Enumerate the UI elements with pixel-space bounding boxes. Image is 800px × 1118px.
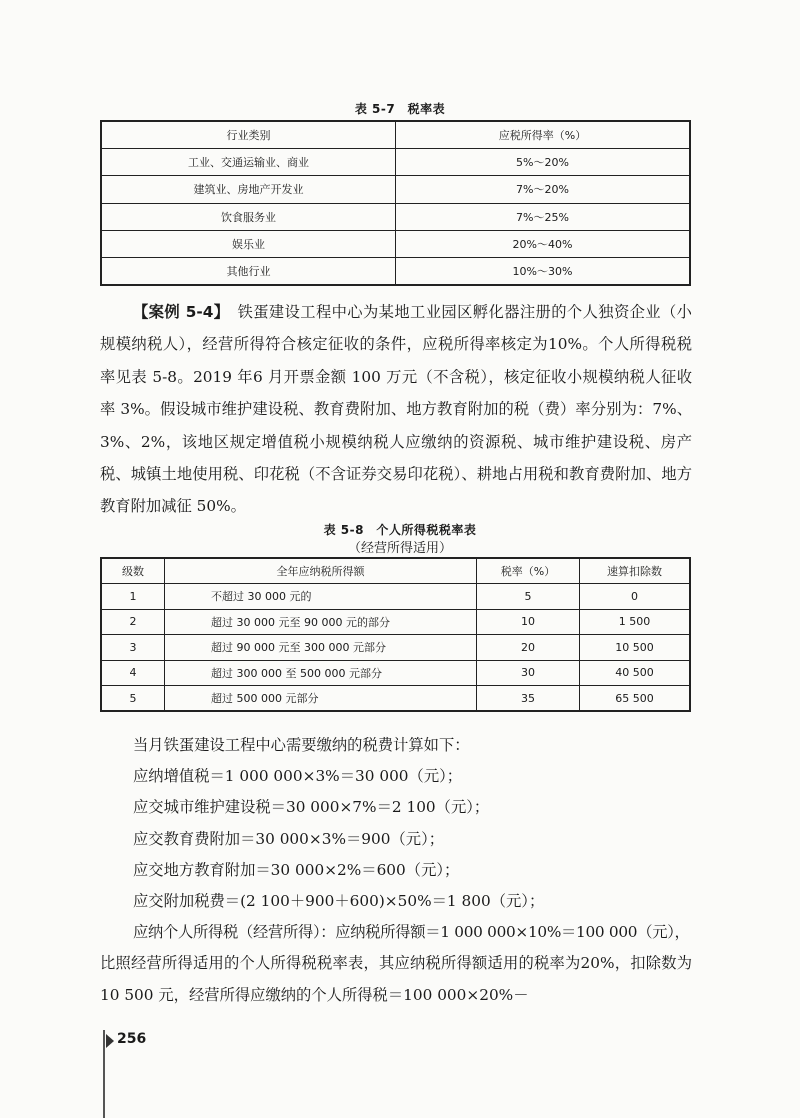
rate-cell: 35 [477, 686, 580, 712]
rate-cell: 7%～25% [396, 203, 691, 230]
deduction-cell: 0 [580, 584, 691, 610]
table-row [101, 258, 690, 285]
calculation-line-surcharge-total: 应交附加税费＝(2 100＋900＋600)×50%＝1 800（元）； [133, 892, 545, 911]
calculation-line-iit-first: 应纳个人所得税（经营所得）：应纳税所得额＝1 000 000×10%＝100 000（元）， [133, 923, 690, 942]
income-range-cell: 超过 90 000 元至 300 000 元部分 [165, 635, 477, 661]
column-header-deduction: 速算扣除数 [580, 558, 691, 584]
rate-cell: 10 [477, 609, 580, 635]
tax-rate-table [100, 120, 691, 286]
table-row [101, 148, 690, 175]
table-5-8-subtitle: （经营所得适用） [347, 541, 452, 556]
industry-cell: 建筑业、房地产开发业 [101, 176, 396, 203]
level-cell: 1 [101, 584, 165, 610]
table-row [101, 635, 690, 661]
level-cell: 3 [101, 635, 165, 661]
income-range-cell: 超过 500 000 元部分 [165, 686, 477, 712]
rate-cell: 7%～20% [396, 176, 691, 203]
table-row [101, 176, 690, 203]
table-row [101, 660, 690, 686]
calculation-line-local-education-surcharge: 应交地方教育附加＝30 000×2%＝600（元）； [133, 860, 460, 879]
level-cell: 2 [101, 609, 165, 635]
industry-cell: 娱乐业 [101, 231, 396, 258]
industry-cell: 其他行业 [101, 258, 396, 285]
column-header-income: 全年应纳税所得额 [165, 558, 477, 584]
table-row [101, 686, 690, 712]
case-5-4-paragraph [100, 296, 692, 523]
rate-cell: 20 [477, 635, 580, 661]
calculation-line-iit-rest: 比照经营所得适用的个人所得税税率表，其应纳税所得额适用的税率为20%，扣除数为 10 500 元，经营所得应缴纳的个人所得税＝100 000×20%－ [100, 954, 692, 1004]
table-row [101, 231, 690, 258]
case-text: 铁蛋建设工程中心为某地工业园区孵化器注册的个人独资企业（小规模纳税人），经营所得符合核定征收的条件，应税所得率核定为10%。个人所得税税率见表 5-8。2019 年6 月开票金额 100 万元（不含税），核定征收小规模纳税人征收率 3%。假设城市维护建设税、教育费附加、地方教育附加的税（费）率分别为：7%、3%、2%，该地区规定增值税小规模纳税人应缴纳的资源税、城市维护建设税、房产税、城镇土地使用税、印花税（不含证券交易印花税）、耕地占用税和教育费附加、地方教育附加减征 50%。 [100, 303, 692, 516]
column-header-rate: 税率（%） [477, 558, 580, 584]
table-header-row [101, 121, 690, 148]
rate-cell: 5 [477, 584, 580, 610]
table-header-row [101, 558, 690, 584]
deduction-cell: 65 500 [580, 686, 691, 712]
industry-cell: 饮食服务业 [101, 203, 396, 230]
tax-calculation-section [100, 730, 692, 1011]
calculation-line-urban-tax: 应交城市维护建设税＝30 000×7%＝2 100（元）； [133, 798, 490, 817]
rate-cell: 10%～30% [396, 258, 691, 285]
calculation-line-vat: 应纳增值税＝1 000 000×3%＝30 000（元）； [133, 767, 463, 786]
calculation-line-education-surcharge: 应交教育费附加＝30 000×3%＝900（元）； [133, 829, 445, 848]
calculation-intro: 当月铁蛋建设工程中心需要缴纳的税费计算如下： [133, 736, 470, 754]
case-label: 【案例 5-4】 [133, 303, 222, 321]
rate-cell: 5%～20% [396, 148, 691, 175]
rate-cell: 20%～40% [396, 231, 691, 258]
table-row [101, 584, 690, 610]
deduction-cell: 1 500 [580, 609, 691, 635]
income-tax-rate-table [100, 557, 691, 712]
rate-cell: 30 [477, 660, 580, 686]
table-row [101, 609, 690, 635]
page-number: 256 [117, 1031, 147, 1047]
page-marker-icon [106, 1034, 114, 1048]
table-5-7-title: 表 5-7 税率表 [354, 102, 446, 116]
deduction-cell: 40 500 [580, 660, 691, 686]
income-range-cell: 不超过 30 000 元的 [165, 584, 477, 610]
level-cell: 5 [101, 686, 165, 712]
level-cell: 4 [101, 660, 165, 686]
deduction-cell: 10 500 [580, 635, 691, 661]
income-range-cell: 超过 300 000 至 500 000 元部分 [165, 660, 477, 686]
footer-rule [103, 1030, 105, 1118]
column-header-level: 级数 [101, 558, 165, 584]
table-row [101, 203, 690, 230]
column-header-rate: 应税所得率（%） [396, 121, 691, 148]
income-range-cell: 超过 30 000 元至 90 000 元的部分 [165, 609, 477, 635]
industry-cell: 工业、交通运输业、商业 [101, 148, 396, 175]
table-5-8-title: 表 5-8 个人所得税税率表 [323, 523, 477, 537]
column-header-industry: 行业类别 [101, 121, 396, 148]
